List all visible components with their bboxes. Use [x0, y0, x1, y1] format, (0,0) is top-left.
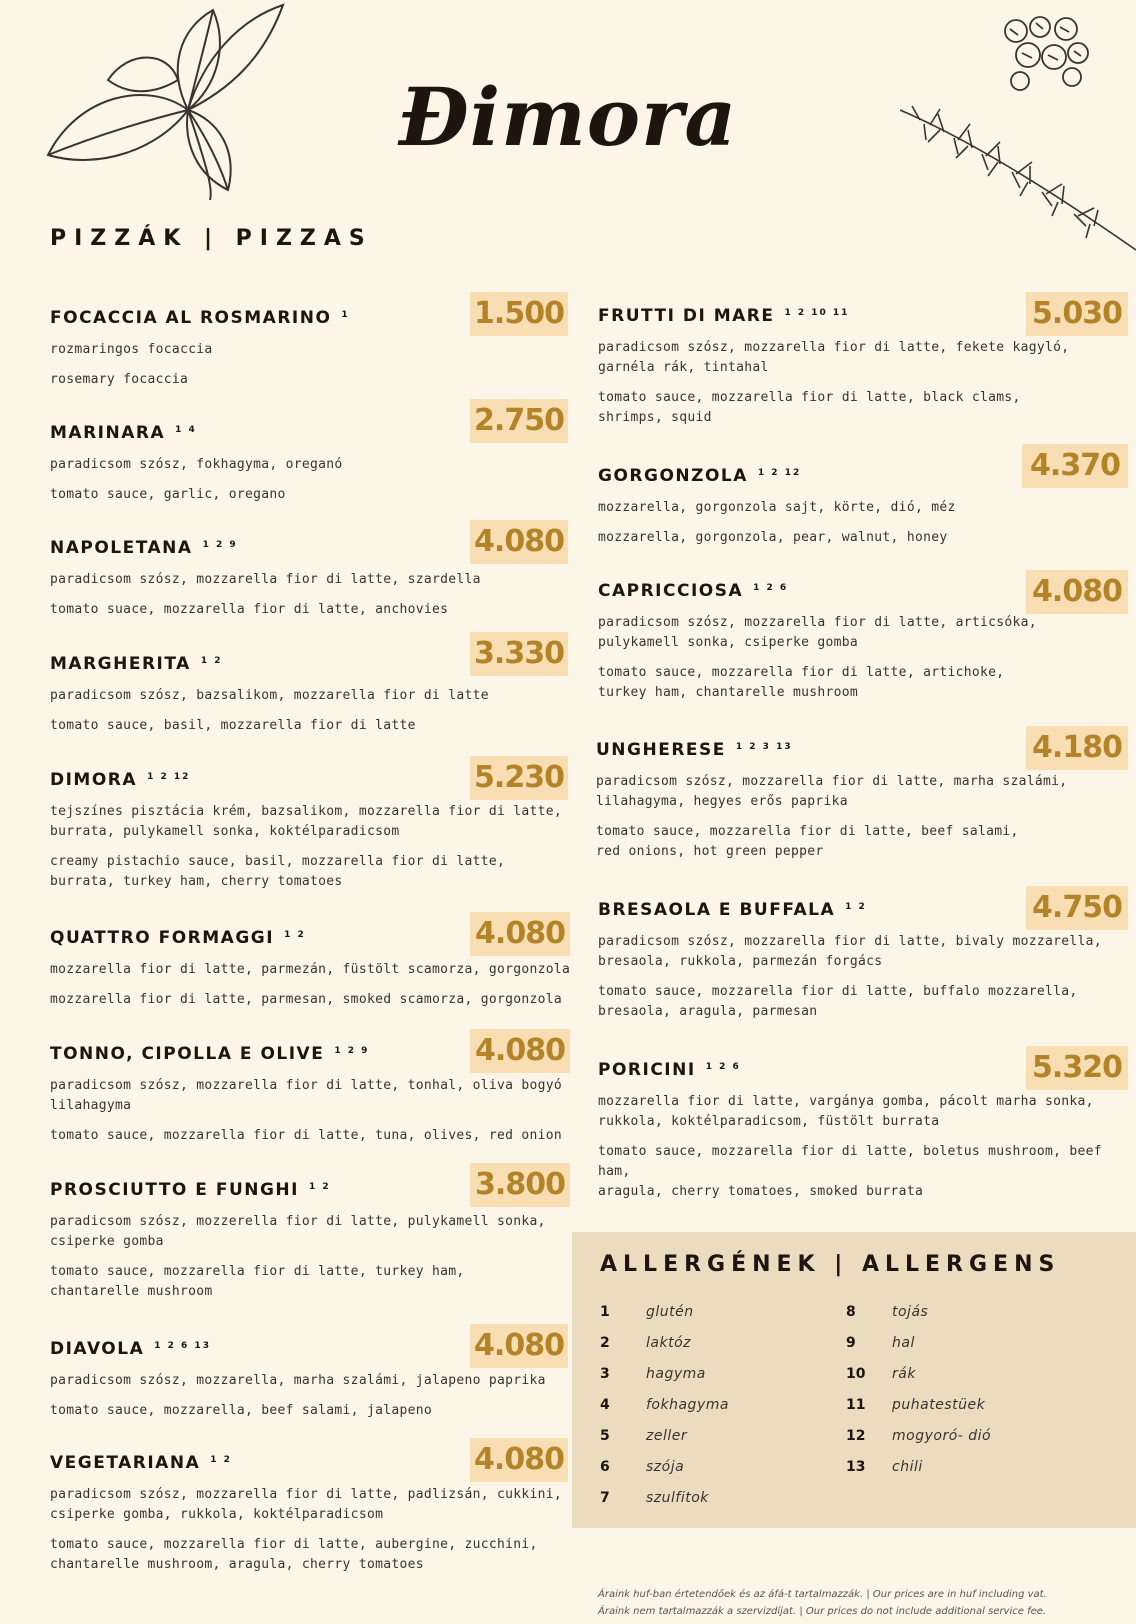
item-description-en: tomato sauce, mozzarella fior di latte, beef salami, red onions, hot green pepper [596, 824, 1019, 859]
item-description-hu: paradicsom szósz, mozzarella fior di latte, tonhal, oliva bogyó lilahagyma [50, 1078, 562, 1113]
allergen-entry: 3 hagyma [600, 1366, 706, 1382]
section-title: PIZZÁK | PIZZAS [50, 226, 373, 251]
item-allergens: 1 2 10 11 [784, 308, 850, 318]
item-price: 1.500 [470, 292, 568, 336]
item-name: DIMORA $^{1 2 12}$ [50, 770, 191, 790]
item-allergens: 1 2 [210, 1455, 232, 1465]
item-allergens: 1 2 [309, 1182, 331, 1192]
item-description-en: creamy pistachio sauce, basil, mozzarella fior di latte, burrata, turkey ham, cherry tomatoes [50, 854, 506, 889]
menu-item [50, 654, 489, 736]
item-name: GORGONZOLA $^{1 2 12}$ [598, 466, 802, 486]
item-description-en: tomato sauce, mozzarella fior di latte, black clams, shrimps, squid [598, 390, 1021, 425]
item-name: PROSCIUTTO E FUNGHI $^{1 2}$ [50, 1180, 331, 1200]
item-allergens: 1 4 [175, 425, 197, 435]
item-price: 4.080 [470, 520, 568, 564]
item-allergens: 1 2 [200, 656, 223, 666]
item-price: 4.080 [1026, 570, 1128, 614]
item-description-hu: paradicsom szósz, mozzarella fior di latte, padlizsán, cukkini, csiperke gomba, rukkola, koktélparadicsom [50, 1487, 562, 1522]
item-price: 4.080 [470, 912, 570, 956]
item-price: 4.370 [1022, 444, 1128, 488]
item-name: MARGHERITA $^{1 2}$ [50, 654, 223, 674]
item-price: 5.230 [470, 756, 568, 800]
menu-item [598, 466, 956, 548]
item-description-en: rosemary focaccia [50, 372, 189, 387]
allergen-entry: 11 puhatestüek [846, 1397, 986, 1413]
item-description-en: tomato sauce, garlic, oregano [50, 487, 286, 502]
allergen-entry: 12 mogyoró- dió [846, 1428, 992, 1444]
price-note [598, 1586, 1047, 1620]
item-name: UNGHERESE $^{1 2 3 13}$ [596, 740, 793, 760]
item-price: 3.800 [470, 1163, 570, 1207]
item-description-hu: paradicsom szósz, mozzarella fior di latte, fekete kagyló, garnéla rák, tintahal [598, 340, 1070, 375]
item-description-hu: paradicsom szósz, mozzarella fior di latte, szardella [50, 572, 481, 587]
item-allergens: 1 2 6 [705, 1062, 741, 1072]
item-name: TONNO, CIPOLLA E OLIVE $^{1 2 9}$ [50, 1044, 370, 1064]
restaurant-logo: Đimora [398, 70, 738, 164]
menu-item [50, 308, 350, 390]
allergen-entry: 1 glutén [600, 1304, 694, 1320]
item-description-hu: paradicsom szósz, bazsalikom, mozzarella fior di latte [50, 688, 489, 703]
item-name: FRUTTI DI MARE $^{1 2 10 11}$ [598, 306, 850, 326]
item-description-hu: paradicsom szósz, mozzarella fior di latte, marha szalámi, lilahagyma, hegyes erős paprika [596, 774, 1068, 809]
item-price: 4.180 [1026, 726, 1128, 770]
item-description-hu: rozmaringos focaccia [50, 342, 213, 357]
item-price: 4.750 [1026, 886, 1128, 930]
item-description-en: tomato sauce, mozzarella fior di latte, tuna, olives, red onion [50, 1128, 562, 1143]
item-description-hu: paradicsom szósz, mozzarella fior di latte, bivaly mozzarella, bresaola, rukkola, parmezán forgács [598, 934, 1102, 969]
menu-item [50, 538, 481, 620]
item-description-en: mozzarella fior di latte, parmesan, smoked scamorza, gorgonzola [50, 992, 562, 1007]
item-description-hu: paradicsom szósz, mozzarella, marha szalámi, jalapeno paprika [50, 1373, 546, 1388]
item-description-hu: mozzarella, gorgonzola sajt, körte, dió, méz [598, 500, 956, 515]
item-price: 2.750 [470, 399, 568, 443]
item-description-en: tomato sauce, mozzarella fior di latte, boletus mushroom, beef ham, aragula, cherry tomatoes, smoked burrata [598, 1144, 1102, 1199]
item-description-en: tomato suace, mozzarella fior di latte, anchovies [50, 602, 449, 617]
item-description-en: tomato sauce, basil, mozzarella fior di latte [50, 718, 416, 733]
item-allergens: 1 2 6 [753, 583, 789, 593]
allergen-entry: 2 laktóz [600, 1335, 691, 1351]
item-name: PORICINI $^{1 2 6}$ [598, 1060, 741, 1080]
item-price: 4.080 [470, 1324, 568, 1368]
item-description-hu: paradicsom szósz, mozzarella fior di latte, articsóka, pulykamell sonka, csiperke gomba [598, 615, 1037, 650]
item-name: FOCACCIA AL ROSMARINO $^1$ [50, 308, 350, 328]
item-price: 3.330 [470, 632, 568, 676]
item-name: DIAVOLA $^{1 2 6 13}$ [50, 1339, 211, 1359]
item-name: NAPOLETANA $^{1 2 9}$ [50, 538, 238, 558]
allergen-entry: 6 szója [600, 1459, 685, 1475]
item-description-en: tomato sauce, mozzarella, beef salami, jalapeno [50, 1403, 432, 1418]
item-description-hu: paradicsom szósz, fokhagyma, oreganó [50, 457, 343, 472]
item-name: VEGETARIANA $^{1 2}$ [50, 1453, 232, 1473]
item-allergens: 1 2 9 [202, 540, 238, 550]
item-name: CAPRICCIOSA $^{1 2 6}$ [598, 581, 789, 601]
allergen-entry: 8 tojás [846, 1304, 929, 1320]
item-price: 5.030 [1026, 292, 1128, 336]
service-fee-note-line: Áraink nem tartalmazzák a szervizdíjat. | Our prices do not include additional service fee. [598, 1606, 1047, 1617]
allergen-entry: 10 rák [846, 1366, 916, 1382]
item-description-hu: mozzarella fior di latte, parmezán, füstölt scamorza, gorgonzola [50, 962, 571, 977]
item-description-hu: mozzarella fior di latte, vargánya gomba, pácolt marha sonka, rukkola, koktélparadicsom, füstölt burrata [598, 1094, 1094, 1129]
item-description-en: tomato sauce, mozzarella fior di latte, turkey ham, chantarelle mushroom [50, 1264, 465, 1299]
item-description-en: mozzarella, gorgonzola, pear, walnut, honey [598, 530, 948, 545]
item-description-en: tomato sauce, mozzarella fior di latte, aubergine, zucchini, chantarelle mushroom, aragula, cherry tomatoes [50, 1537, 538, 1572]
item-price: 5.320 [1026, 1046, 1128, 1090]
item-allergens: 1 2 12 [757, 468, 802, 478]
item-price: 4.080 [470, 1029, 570, 1073]
item-allergens: 1 [341, 310, 350, 320]
item-description-hu: paradicsom szósz, mozzerella fior di latte, pulykamell sonka, csiperke gomba [50, 1214, 546, 1249]
allergen-entry: 5 zeller [600, 1428, 688, 1444]
menu-item [598, 581, 1037, 703]
item-allergens: 1 2 9 [334, 1046, 370, 1056]
item-allergens: 1 2 3 13 [735, 742, 793, 752]
allergen-entry: 9 hal [846, 1335, 915, 1351]
allergen-entry: 13 chili [846, 1459, 923, 1475]
price-note-line: Áraink huf-ban értetendőek és az áfá-t tartalmazzák. | Our prices are in huf including vat. [598, 1589, 1047, 1600]
item-allergens: 1 2 [284, 930, 306, 940]
menu-item [598, 306, 1069, 428]
item-allergens: 1 2 [845, 902, 867, 912]
item-name: MARINARA $^{1 4}$ [50, 423, 197, 443]
item-price: 4.080 [470, 1438, 568, 1482]
item-name: BRESAOLA E BUFFALA $^{1 2}$ [598, 900, 867, 920]
item-allergens: 1 2 12 [147, 772, 191, 782]
allergen-entry: 4 fokhagyma [600, 1397, 729, 1413]
menu-item [50, 423, 343, 505]
item-description-hu: tejszínes pisztácia krém, bazsalikom, mozzarella fior di latte, burrata, pulykamell sonka, koktélparadicsom [50, 804, 562, 839]
menu-item [596, 740, 1067, 862]
item-description-en: tomato sauce, mozzarella fior di latte, buffalo mozzarella, bresaola, aragula, parmesan [598, 984, 1078, 1019]
item-name: QUATTRO FORMAGGI $^{1 2}$ [50, 928, 306, 948]
allergens-title: ALLERGÉNEK | ALLERGENS [600, 1252, 1061, 1277]
item-allergens: 1 2 6 13 [154, 1341, 211, 1351]
allergen-entry: 7 szulfitok [600, 1490, 709, 1506]
allergens-panel [572, 1232, 1136, 1528]
item-description-en: tomato sauce, mozzarella fior di latte, artichoke, turkey ham, chantarelle mushroom [598, 665, 1005, 700]
